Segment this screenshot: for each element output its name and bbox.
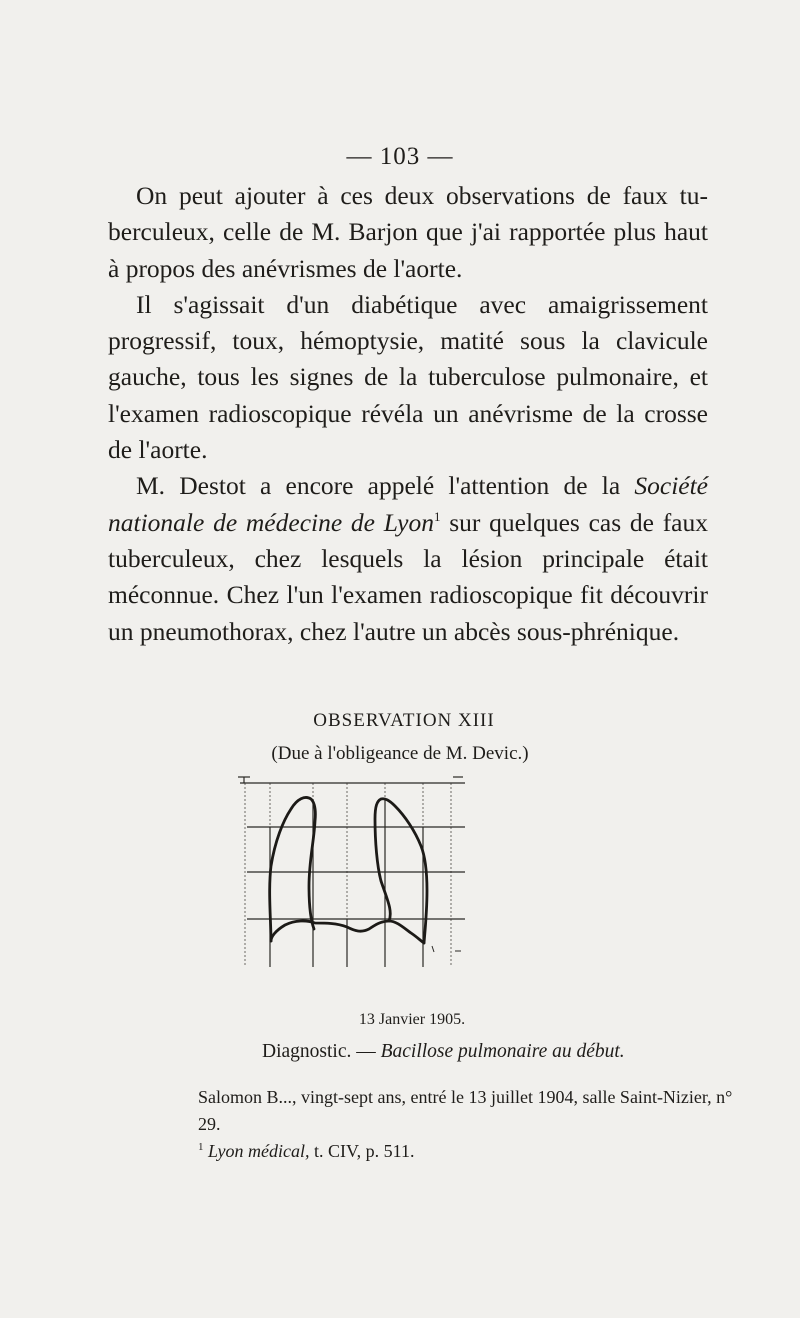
page-number: — 103 — <box>346 143 454 170</box>
radioscopy-diagram <box>225 771 505 971</box>
society-name: Société nationale de médecine de Lyon <box>108 471 708 537</box>
observation-title: OBSERVATION XIII <box>313 710 495 731</box>
paragraph-3-end: sur quelques cas de faux tuberculeux, chez lesquels la lésion principale était méconnue. Chez l'un l'examen radioscopique fit découvrir un pneumothorax, chez l'autre un abcès sous-phrénique. <box>108 507 709 646</box>
diagram-marks <box>432 946 461 952</box>
paragraph-1: On peut ajouter à ces deux observations de faux tu-berculeux, celle de M. Barjon que j'ai rapportée plus haut à propos des anévrismes de l'aorte. <box>108 181 708 283</box>
patient-info: Salomon B..., vingt-sept ans, entré le 13 juillet 1904, salle Saint-Nizier, n° 29. <box>198 1087 733 1134</box>
paragraph-3-start: M. Destot a encore appelé l'attention de la <box>136 471 621 501</box>
diagram-grid <box>245 783 465 967</box>
footnote-mark: 1 <box>198 1141 204 1153</box>
paragraph-2: Il s'agissait d'un diabétique avec amaigrissement progressif, toux, hémoptysie, matité sous la clavicule gauche, tous les signes de la tuberculose pulmonaire, et l'examen radioscopique révéla un anévrisme de la crosse de l'aorte. <box>108 289 708 465</box>
lung-outline <box>270 797 427 943</box>
footnote-ref: t. CIV, p. 511. <box>313 1141 415 1161</box>
observation-subtitle: (Due à l'obligeance de M. Devic.) <box>271 743 529 764</box>
footnote-reference: 1 <box>433 508 441 524</box>
diagnostic-value: Bacillose pulmonaire au début. <box>380 1041 625 1062</box>
diagnostic-line <box>262 1041 625 1063</box>
footnote-source: Lyon médical, <box>208 1141 310 1161</box>
diagram-caption: 13 Janvier 1905. <box>358 1011 466 1028</box>
diagnostic-label: Diagnostic. — <box>262 1041 376 1062</box>
footnote <box>198 1141 414 1162</box>
paragraph-3 <box>108 468 708 649</box>
body-text <box>108 178 708 650</box>
